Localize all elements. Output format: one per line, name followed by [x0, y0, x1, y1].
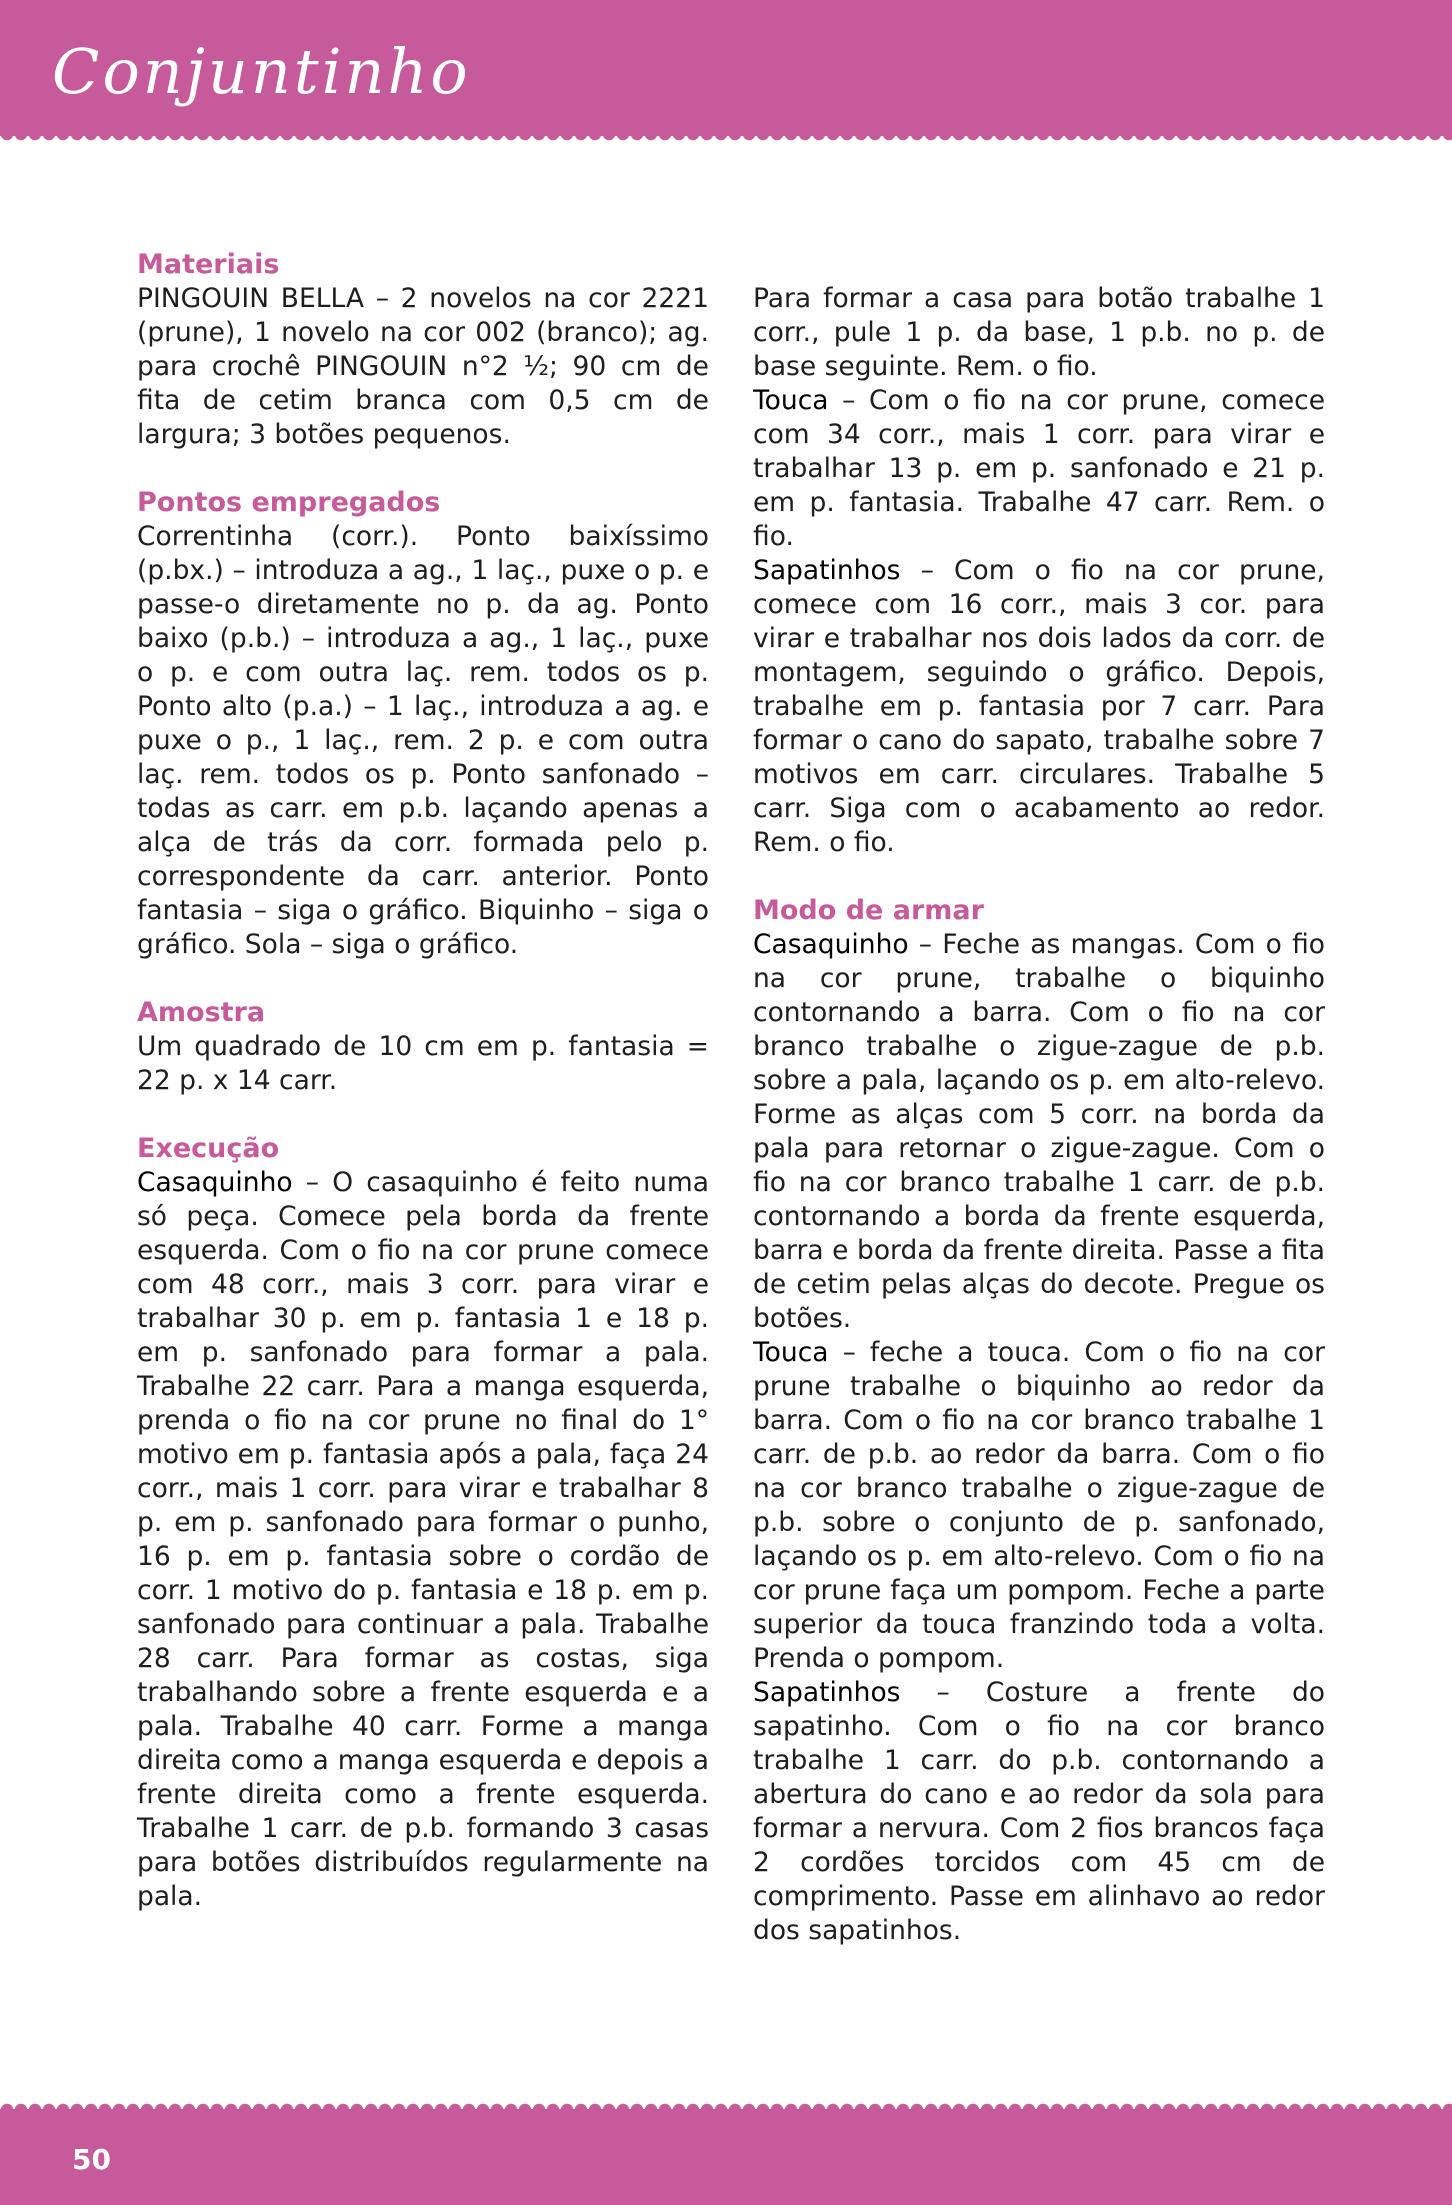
page-title: Conjuntinho — [52, 35, 471, 108]
casaquinho-text: – O casaquinho é feito numa só peça. Comece pela borda da frente esquerda. Com o fio na cor prune comece com 48 corr., mais 3 corr. para virar e trabalhar 30 p. em p. fantasia 1 e 18 p. em p. sanfonado para formar a pala. Trabalhe 22 carr. Para a manga esquerda, prenda o fio na cor prune no final do 1° motivo em p. fantasia após a pala, faça 24 corr., mais 1 corr. para virar e trabalhar 8 p. em p. sanfonado para formar o punho, 16 p. em p. fantasia sobre o cordão de corr. 1 motivo do p. fantasia e 18 p. em p. sanfonado para continuar a pala. Trabalhe 28 carr. Para formar as costas, siga trabalhando sobre a frente esquerda e a pala. Trabalhe 40 carr. Forme a manga direita como a manga esquerda e depois a frente direita como a frente esquerda. Trabalhe 1 carr. de p.b. formando 3 casas para botões distribuídos regularmente na pala. — [137, 1167, 709, 1912]
modo-touca-text: – feche a touca. Com o fio na cor prune trabalhe o biquinho ao redor da barra. Com o fio na cor branco trabalhe 1 carr. de p.b. ao redor da barra. Com o fio na cor branco trabalhe o zigue-zague de p.b. sobre o conjunto de p. sanfonado, laçando os p. em alto-relevo. Com o fio na cor prune faça um pompom. Feche a parte superior da touca franzindo toda a volta. Prenda o pompom. — [753, 1337, 1325, 1674]
footer-scallop-border — [0, 2096, 1452, 2110]
modo-casaquinho-paragraph — [753, 928, 1325, 1336]
execucao-heading: Execução — [137, 1133, 280, 1164]
materiais-heading: Materiais — [137, 249, 280, 280]
materiais-section — [137, 248, 709, 452]
execucao-section — [137, 1132, 709, 1914]
touca-text: – Com o fio na cor prune, comece com 34 corr., mais 1 corr. para virar e trabalhar 13 p. em p. sanfonado e 21 p. em p. fantasia. Trabalhe 47 carr. Rem. o fio. — [753, 385, 1325, 552]
modo-section — [753, 894, 1325, 1948]
page-number: 50 — [72, 2143, 111, 2176]
pontos-text: Correntinha (corr.). Ponto baixíssimo (p.bx.) – introduza a ag., 1 laç., puxe o p. e passe-o diretamente no p. da ag. Ponto baixo (p.b.) – introduza a ag., 1 laç., puxe o p. e com outra laç. rem. todos os p. Ponto alto (p.a.) – 1 laç., introduza a ag. e puxe o p., 1 laç., rem. 2 p. e com outra laç. rem. todos os p. Ponto sanfonado – todas as carr. em p.b. laçando apenas a alça de trás da corr. formada pelo p. correspondente da carr. anterior. Ponto fantasia – siga o gráfico. Biquinho – siga o gráfico. Sola – siga o gráfico. — [137, 521, 709, 960]
amostra-heading: Amostra — [137, 997, 266, 1028]
amostra-section — [137, 996, 709, 1098]
casaquinho-label: Casaquinho — [137, 1167, 293, 1198]
amostra-text: Um quadrado de 10 cm em p. fantasia = 22 p. x 14 carr. — [137, 1031, 709, 1096]
execucao-sapatinhos-paragraph — [753, 554, 1325, 860]
execucao-continued-section — [753, 282, 1325, 860]
execucao-touca-paragraph — [753, 384, 1325, 554]
pontos-section — [137, 486, 709, 962]
modo-heading: Modo de armar — [753, 895, 984, 926]
modo-sapatinhos-text: – Costure a frente do sapatinho. Com o fio na cor branco trabalhe 1 carr. do p.b. contornando a abertura do cano e ao redor da sola para formar a nervura. Com 2 fios brancos faça 2 cordões torcidos com 45 cm de comprimento. Passe em alinhavo ao redor dos sapatinhos. — [753, 1677, 1325, 1946]
modo-sapatinhos-label: Sapatinhos — [753, 1677, 901, 1708]
modo-touca-label: Touca — [753, 1337, 829, 1368]
page-header — [0, 0, 1452, 136]
right-column — [753, 282, 1325, 1982]
page-footer — [0, 2109, 1452, 2205]
modo-casaquinho-label: Casaquinho — [753, 929, 909, 960]
modo-sapatinhos-paragraph — [753, 1676, 1325, 1948]
pontos-heading: Pontos empregados — [137, 487, 441, 518]
casa-botao-text: Para formar a casa para botão trabalhe 1 corr., pule 1 p. da base, 1 p.b. no p. de base seguinte. Rem. o fio. — [753, 283, 1325, 382]
touca-label: Touca — [753, 385, 829, 416]
header-scallop-border — [0, 134, 1452, 148]
execucao-casaquinho-paragraph — [137, 1166, 709, 1914]
modo-touca-paragraph — [753, 1336, 1325, 1676]
left-column — [137, 248, 709, 1948]
materiais-text: PINGOUIN BELLA – 2 novelos na cor 2221 (prune), 1 novelo na cor 002 (branco); ag. para crochê PINGOUIN n°2 ½; 90 cm de fita de cetim branca com 0,5 cm de largura; 3 botões pequenos. — [137, 283, 709, 450]
modo-casaquinho-text: – Feche as mangas. Com o fio na cor prune, trabalhe o biquinho contornando a barra. Com o fio na cor branco trabalhe o zigue-zague de p.b. sobre a pala, laçando os p. em alto-relevo. Forme as alças com 5 corr. na borda da pala para retornar o zigue-zague. Com o fio na cor branco trabalhe 1 carr. de p.b. contornando a borda da frente esquerda, barra e borda da frente direita. Passe a fita de cetim pelas alças do decote. Pregue os botões. — [753, 929, 1325, 1334]
sapatinhos-label: Sapatinhos — [753, 555, 901, 586]
sapatinhos-text: – Com o fio na cor prune, comece com 16 corr., mais 3 cor. para virar e trabalhar nos dois lados da corr. de montagem, seguindo o gráfico. Depois, trabalhe em p. fantasia por 7 carr. Para formar o cano do sapato, trabalhe sobre 7 motivos em carr. circulares. Trabalhe 5 carr. Siga com o acabamento ao redor. Rem. o fio. — [753, 555, 1325, 858]
